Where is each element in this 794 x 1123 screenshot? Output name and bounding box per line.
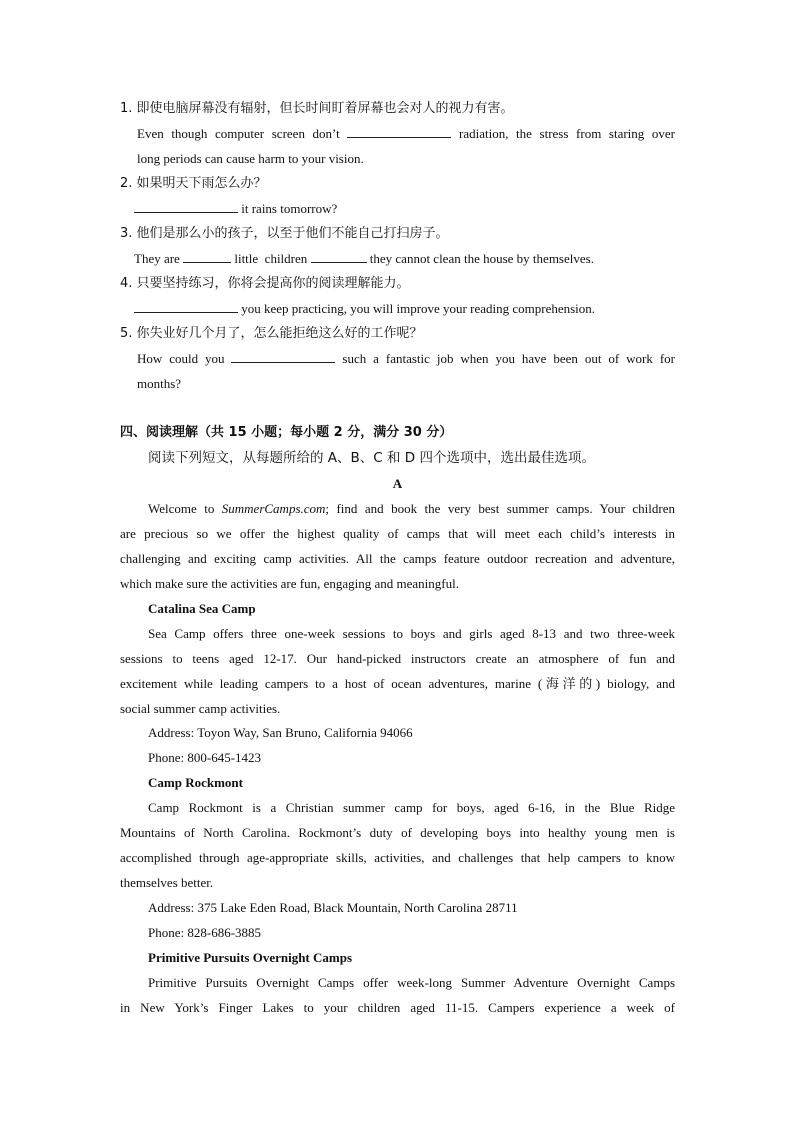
passage-letter: A <box>392 476 403 491</box>
question-number: 4. <box>120 276 133 291</box>
camp-phone: Phone: 800-645-1423 <box>148 750 262 765</box>
chinese-sentence: 如果明天下雨怎么办？ <box>136 176 267 191</box>
answer-blank[interactable] <box>347 125 451 138</box>
sentence-part: they cannot clean the house by themselves. <box>369 251 594 266</box>
passage-intro-line-2: are precious so we offer the highest quality of camps that will meet each child’s interests in <box>120 526 675 541</box>
text-run: Welcome to <box>148 501 222 516</box>
answer-blank[interactable] <box>311 250 367 263</box>
passage-intro-line-1 <box>148 496 675 521</box>
question-1-chinese <box>120 96 675 121</box>
chinese-sentence: 只要坚持练习，你将会提高你的阅读理解能力。 <box>136 276 410 291</box>
sentence-part: Even though computer screen don’t <box>137 126 340 141</box>
question-number: 5. <box>120 326 133 341</box>
question-number: 2. <box>120 176 133 191</box>
question-5-english-line-1 <box>137 346 675 371</box>
question-1-english-line-2: long periods can cause harm to your vision. <box>137 151 364 166</box>
chinese-sentence: 你失业好几个月了，怎么能拒绝这么好的工作呢？ <box>136 326 423 341</box>
sentence-part: They are <box>134 251 180 266</box>
question-2-chinese <box>120 171 675 196</box>
camp-description-line: Sea Camp offers three one-week sessions to boys and girls aged 8-13 and two three-week <box>148 626 675 641</box>
chinese-sentence: 即使电脑屏幕没有辐射，但长时间盯着屏幕也会对人的视力有害。 <box>136 101 514 116</box>
question-number: 1. <box>120 101 133 116</box>
sentence-part: little children <box>234 251 308 266</box>
camp-address: Address: 375 Lake Eden Road, Black Mountain, North Carolina 28711 <box>148 900 518 915</box>
camp-phone: Phone: 828-686-3885 <box>148 925 262 940</box>
camp-description-line: Camp Rockmont is a Christian summer camp for boys, aged 6-16, in the Blue Ridge <box>148 800 675 815</box>
question-number: 3. <box>120 226 133 241</box>
passage-intro-line-3: challenging and exciting camp activities. All the camps feature outdoor recreation and adventure, <box>120 551 675 566</box>
camp-description-line: accomplished through age-appropriate skills, activities, and challenges that help campers to know <box>120 850 675 865</box>
question-3-chinese <box>120 221 675 246</box>
sentence-part: such a fantastic job when you have been out of work for <box>342 351 675 366</box>
question-1-english-line-1 <box>137 121 675 146</box>
chinese-sentence: 他们是那么小的孩子，以至于他们不能自己打扫房子。 <box>136 226 449 241</box>
camp-description-line: excitement while leading campers to a host of ocean adventures, marine (海洋的) biology, and <box>120 676 675 691</box>
question-4-chinese <box>120 271 675 296</box>
question-3-english <box>134 246 689 271</box>
sentence-part: radiation, the stress from staring over <box>458 126 675 141</box>
camp-description-line: Mountains of North Carolina. Rockmont’s duty of developing boys into healthy young men is <box>120 825 675 840</box>
sentence-part: How could you <box>137 351 225 366</box>
text-run: ; find and book the very best summer camps. Your children <box>325 501 676 516</box>
question-4-english <box>134 296 689 321</box>
camp-title: Camp Rockmont <box>148 775 243 790</box>
sentence-part: it rains tomorrow? <box>241 201 338 216</box>
camp-description-line: Primitive Pursuits Overnight Camps offer week-long Summer Adventure Overnight Camps <box>148 975 675 990</box>
answer-blank[interactable] <box>134 200 238 213</box>
camp-description-line: in New York’s Finger Lakes to your children aged 11-15. Campers experience a week of <box>120 1000 675 1015</box>
answer-blank[interactable] <box>183 250 231 263</box>
sentence-part: you keep practicing, you will improve your reading comprehension. <box>241 301 596 316</box>
camp-description-line: themselves better. <box>120 875 214 890</box>
question-5-chinese <box>120 321 675 346</box>
question-2-english <box>134 196 689 221</box>
section-title: 四、阅读理解（共 15 小题；每小题 2 分，满分 30 分） <box>120 425 453 440</box>
passage-intro-line-4: which make sure the activities are fun, engaging and meaningful. <box>120 576 459 591</box>
camp-address: Address: Toyon Way, San Bruno, California 94066 <box>148 725 413 740</box>
camp-title: Catalina Sea Camp <box>148 601 256 616</box>
camp-description-line: sessions to teens aged 12-17. Our hand-picked instructors create an atmosphere of fun and <box>120 651 675 666</box>
answer-blank[interactable] <box>134 300 238 313</box>
section-instruction: 阅读下列短文，从每题所给的 A、B、C 和 D 四个选项中，选出最佳选项。 <box>148 450 595 466</box>
website-name: SummerCamps.com <box>221 501 326 516</box>
camp-title: Primitive Pursuits Overnight Camps <box>148 950 353 965</box>
question-5-english-line-2: months? <box>137 376 182 391</box>
camp-description-line: social summer camp activities. <box>120 701 281 716</box>
answer-blank[interactable] <box>231 350 335 363</box>
